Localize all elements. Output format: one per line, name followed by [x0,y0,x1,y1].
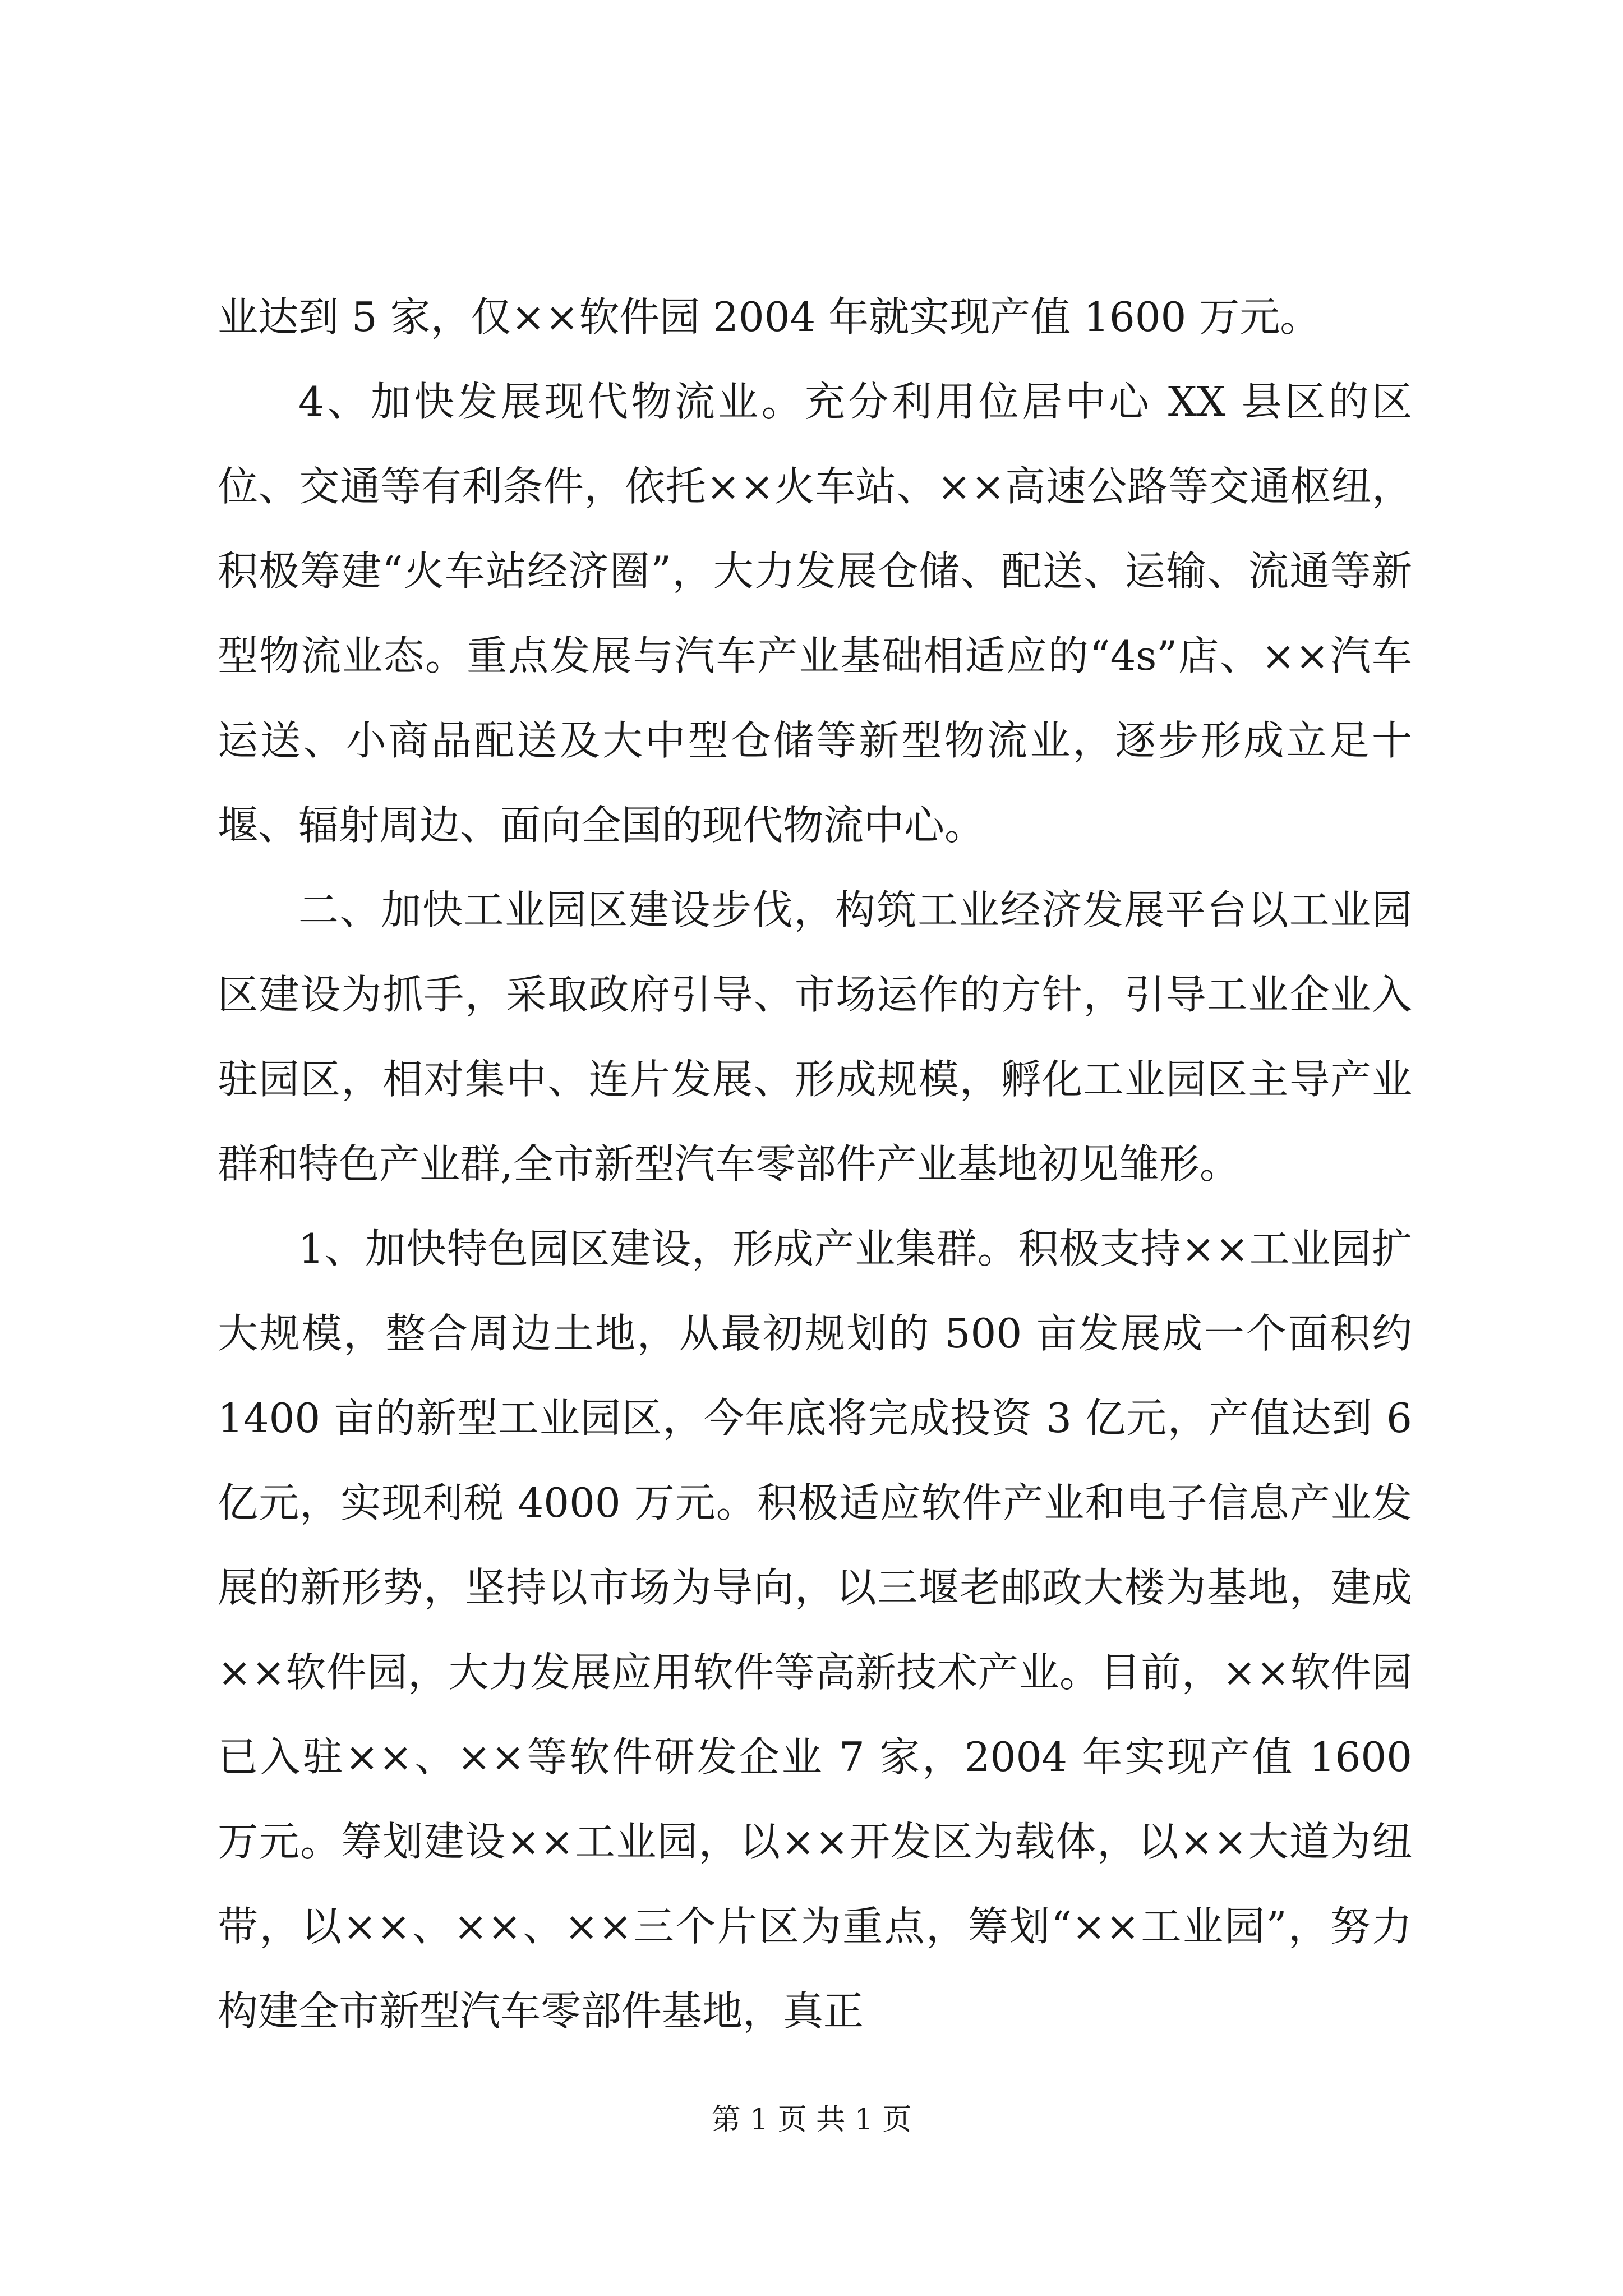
paragraph-logistics: 4、加快发展现代物流业。充分利用位居中心 XX 县区的区位、交通等有利条件，依托××火车站、××高速公路等交通枢纽，积极筹建“火车站经济圈”，大力发展仓储、配送、运输、流通等新型物流业态。重点发展与汽车产业基础相适应的“4s”店、××汽车运送、小商品配送及大中型仓储等新型物流业，逐步形成立足十堰、辐射周边、面向全国的现代物流中心。 [218,378,1412,849]
paragraph-featured-parks: 1、加快特色园区建设，形成产业集群。积极支持××工业园扩大规模，整合周边土地，从最初规划的 500 亩发展成一个面积约 1400 亩的新型工业园区，今年底将完成投资 3 亿元，产值达到 6 亿元，实现利税 4000 万元。积极适应软件产业和电子信息产业发展的新形势，坚持以市场为导向，以三堰老邮政大楼为基地，建成××软件园，大力发展应用软件等高新技术产业。目前，××软件园已入驻××、××等软件研发企业 7 家，2004 年实现产值 1600 万元。筹划建设××工业园，以××开发区为载体，以××大道为纽带，以××、××、××三个片区为重点，筹划“××工业园”，努力构建全市新型汽车零部件基地，真正 [218,1225,1412,2035]
paragraph-continuation: 业达到 5 家，仅××软件园 2004 年就实现产值 1600 万元。 [218,293,1321,341]
document-body [218,275,1412,2054]
paragraph-industrial-parks: 二、加快工业园区建设步伐，构筑工业经济发展平台以工业园区建设为抓手，采取政府引导、市场运作的方针，引导工业企业入驻园区，相对集中、连片发展、形成规模，孵化工业园区主导产业群和特色产业群,全市新型汽车零部件产业基地初见雏形。 [218,886,1412,1188]
page-footer: 第 1 页 共 1 页 [711,2103,912,2137]
